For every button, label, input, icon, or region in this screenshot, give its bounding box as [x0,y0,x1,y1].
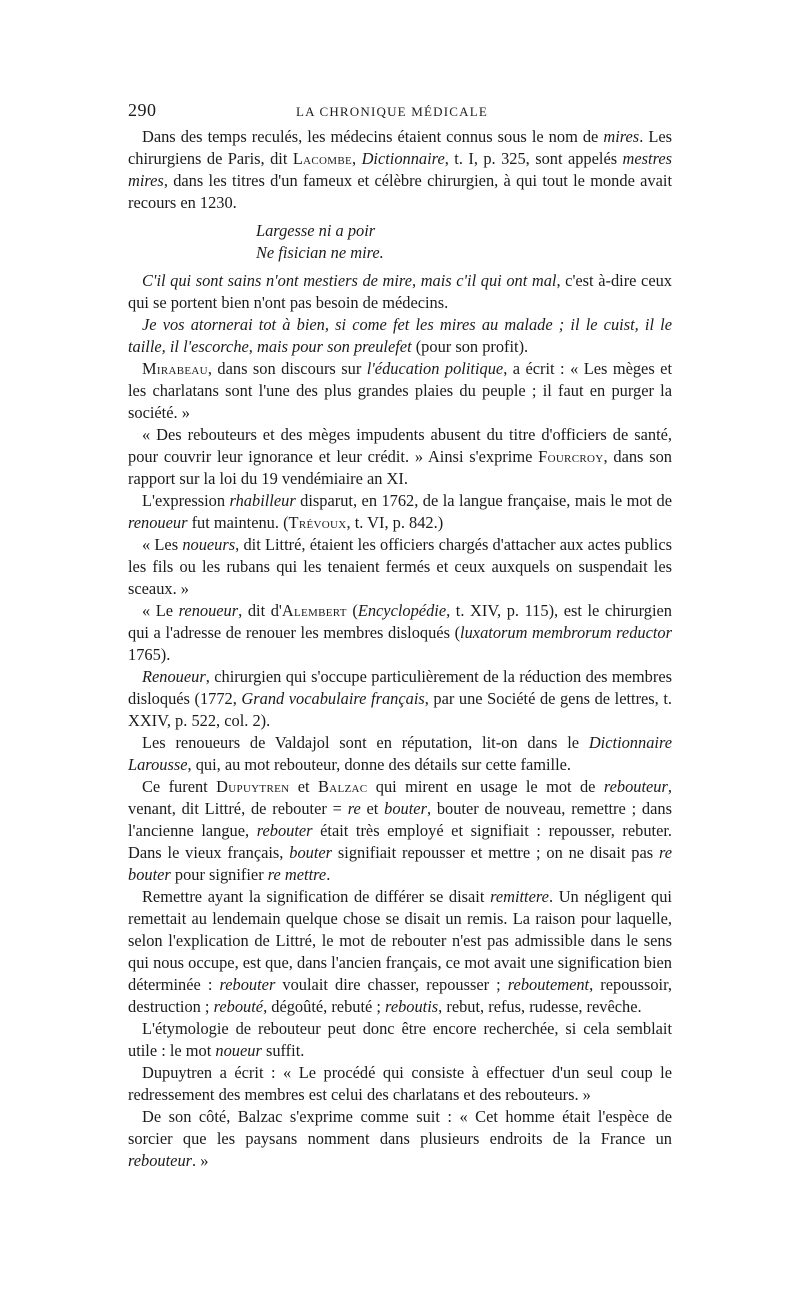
text-run: , chirurgien qui s'occupe particulièrement de la réduction des membres disloqués (1772, [128,667,672,708]
paragraph-noueurs [128,534,672,600]
text-run: L'expression [142,491,230,510]
text-run: . Les chirurgiens de Paris, dit [128,127,672,168]
text-run: , t. VI, p. 842.) [346,513,444,532]
italic-run: re bouter [128,843,672,884]
italic-run: noueurs [182,535,236,554]
running-title: LA CHRONIQUE MÉDICALE [296,104,489,119]
paragraph-rhabilleur [128,490,672,534]
paragraph-fourcroy [128,424,672,490]
text-run: , par une Société de gens de lettres, t. XXIV, p. 522, col. 2). [128,689,672,730]
italic-run: renoueur [178,601,239,620]
paragraph-proverb [128,270,672,314]
article-body [128,126,672,1172]
text-run: , t. XIV, p. 115), est le chirurgien qui a l'adresse de renouer les membres disloqués ( [128,601,672,642]
italic-run: bouter [289,843,333,862]
text-run: qui mirent en usage le mot de [367,777,604,796]
text-run: . » [192,1151,209,1170]
italic-run: C'il qui sont sains n'ont mestiers de mire, mais c'il qui ont mal [142,271,557,290]
italic-run: rebouter [219,975,276,994]
italic-run: Encyclopédie [357,601,447,620]
text-run: ( [346,601,358,620]
text-run: L'étymologie de rebouteur peut donc être encore recherchée, si cela semblait utile : le mot [128,1019,672,1060]
italic-run: Dictionnaire [361,149,445,168]
book-page [128,100,672,1172]
text-run: , t. I, p. 325, sont appelés [444,149,623,168]
verse-quote [256,220,672,264]
paragraph-mires [128,126,672,214]
italic-run: rebouter [256,821,313,840]
author-name: Lacombe [292,149,353,168]
author-name: Fourcroy [538,447,604,466]
paragraph-etymologie [128,1018,672,1062]
paragraph-alembert [128,600,672,666]
text-run: fut maintenu. ( [187,513,289,532]
italic-run: re mettre [267,865,327,884]
italic-run: Je vos atornerai tot à bien, si come fet les mires au malade ; il le cuist, il le taille, il l'escorche, mais pour son preulefet [128,315,672,356]
italic-run: rhabilleur [229,491,296,510]
text-run: , dit d' [238,601,282,620]
text-run: pour signifier [170,865,268,884]
paragraph-mirabeau [128,358,672,424]
page-number: 290 [128,100,157,120]
text-run: , [352,149,362,168]
paragraph-renoueur-definition [128,666,672,732]
text-run: , c'est à-dire ceux qui se portent bien n'ont pas besoin de médecins. [128,271,672,312]
text-run: signifiait repousser et mettre ; on ne disait pas [332,843,659,862]
italic-run: luxatorum membrorum reductor [460,623,673,642]
author-name: Trévoux [288,513,347,532]
text-run: était très employé et signifiait : repousser, rebuter. Dans le vieux français, [128,821,673,862]
paragraph-atornerai [128,314,672,358]
text-run: . [326,865,331,884]
text-run: suffit. [261,1041,305,1060]
text-run: « Le [142,601,179,620]
text-run: disparut, en 1762, de la langue française, mais le mot de [295,491,672,510]
text-run: , dit Littré, étaient les officiers chargés d'attacher aux actes publics les fils ou les rubans qui les tenaient fermés et ceux auxquels on suspendait les sceaux. » [128,535,672,598]
text-run: De son côté, Balzac s'exprime comme suit : « Cet homme était l'espèce de sorcier que les paysans nomment dans plusieurs endroits de la France un [128,1107,672,1148]
text-run: , qui, au mot rebouteur, donne des détails sur cette famille. [187,755,572,774]
text-run: , a écrit : « Les mèges et les charlatans sont l'une des plus grandes plaies du peuple ; il faut en purger la société. » [128,359,673,422]
text-run: , dans son discours sur [207,359,367,378]
verse-line: Largesse ni a poir [256,221,376,240]
verse-line: Ne fisician ne mire. [256,243,384,262]
italic-run: mires [603,127,640,146]
text-run: , repoussoir, destruction ; [128,975,672,1016]
text-run: , bouter de nouveau, remettre ; dans l'ancienne langue, [128,799,672,840]
text-run: « Les [142,535,183,554]
text-run: Les renoueurs de Valdajol sont en réputation, lit-on dans le [142,733,589,752]
text-run: , dans les titres d'un fameux et célèbre chirurgien, à qui tout le monde avait recours en 1230. [128,171,672,212]
text-run: et [360,799,385,818]
italic-run: reboutement [507,975,590,994]
text-run: , venant, dit Littré, de rebouter = [128,777,672,818]
author-name: Balzac [317,777,368,796]
text-run: , rebut, refus, rudesse, revêche. [438,997,642,1016]
paragraph-valdajol [128,732,672,776]
italic-run: noueur [215,1041,262,1060]
paragraph-dupuytren-quote [128,1062,672,1106]
text-run: 1765). [128,645,171,664]
page-header [128,100,672,126]
text-run: Dupuytren a écrit : « Le procédé qui consiste à effectuer d'un seul coup le redressement des membres est celui des charlatans et des rebouteurs. » [128,1063,672,1104]
italic-run: reboutis [385,997,439,1016]
text-run: « Des rebouteurs et des mèges impudents abusent du titre d'officiers de santé, pour couvrir leur ignorance et leur crédit. » Ainsi s'exprime [128,425,672,466]
text-run: voulait dire chasser, repousser ; [275,975,508,994]
italic-run: mestres mires [128,149,673,190]
italic-run: Grand vocabulaire français [241,689,425,708]
italic-run: Dictionnaire Larousse [128,733,672,774]
text-run: et [289,777,318,796]
italic-run: bouter [384,799,427,818]
text-run: Remettre ayant la signification de différer se disait [142,887,491,906]
text-run: , dégoûté, rebuté ; [263,997,386,1016]
text-run: , dans son rapport sur la loi du 19 vendémiaire an XI. [128,447,673,488]
paragraph-balzac-quote [128,1106,672,1172]
text-run: (pour son profit). [411,337,529,356]
italic-run: rebouteur [128,1151,193,1170]
italic-run: rebouté [213,997,264,1016]
text-run: . Un négligent qui remettait au lendemain quelque chose se disait un remis. La raison pour laquelle, selon l'explication de Littré, le mot de rebouter n'est pas admissible dans le sens qui nous occupe, est que, dans l'ancien français, ce mot avait une signification bien déterminée : [128,887,672,994]
paragraph-rebouteur-origin [128,776,672,886]
text-run: Dans des temps reculés, les médecins étaient connus sous le nom de [142,127,604,146]
author-name: Dupuytren [216,777,290,796]
italic-run: renoueur [128,513,188,532]
author-name: Mirabeau [142,359,208,378]
paragraph-remettre [128,886,672,1018]
italic-run: l'éducation politique [366,359,504,378]
italic-run: remittere [490,887,549,906]
author-name: Alembert [281,601,347,620]
italic-run: re [347,799,361,818]
italic-run: Renoueur [142,667,206,686]
text-run: Ce furent [142,777,217,796]
italic-run: rebouteur [603,777,668,796]
